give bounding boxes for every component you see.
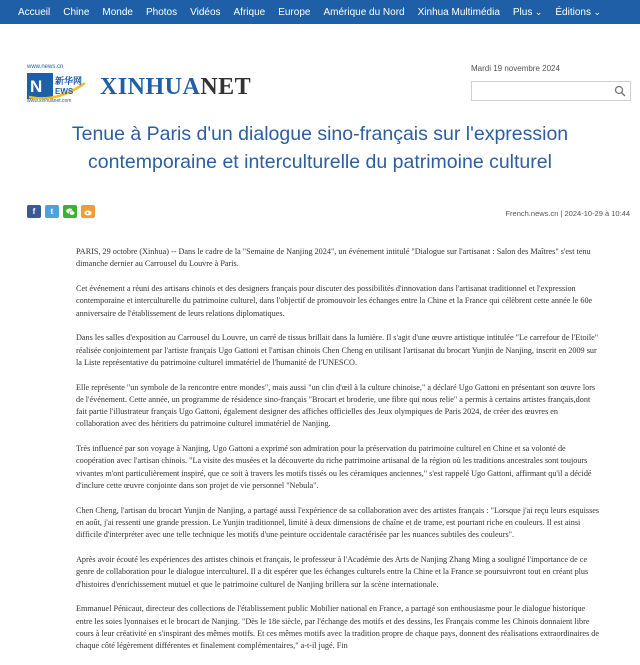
nav-afrique[interactable]: Afrique [233,6,266,18]
nav-plus-dropdown[interactable]: Plus ⌄ [513,7,543,18]
brand-part-net: NET [200,74,252,100]
nav-videos[interactable]: Vidéos [190,6,221,18]
logo-url-top: www.news.cn [27,64,64,70]
weibo-icon [84,208,93,216]
twitter-icon: t [50,207,54,216]
logo-chinese: 新华网 [55,77,83,87]
nav-photos[interactable]: Photos [145,6,178,18]
nav-editions-dropdown[interactable]: Éditions ⌄ [555,7,601,18]
article-paragraph: Elle représente "un symbole de la rencontre entre mondes", mais aussi "un clin d'œil à la culture chinoise," a déclaré Ugo Gattoni en présentant son œuvre lors de l'événement. Cette année, un programme de résidence sino-français "Brocart et broderie, une fibre qui nous relie" a permis à certains artistes français,dont fait partie l'illustrateur français Ugo Gattoni, également designer des affiches officielles des Jeux olympiques de Paris 2024, de créer des œuvres en collaboration avec des héritiers du patrimoine culturel immatériel de Nanjing. [76,382,596,429]
nav-accueil[interactable]: Accueil [18,6,51,18]
search-box [471,81,631,101]
facebook-share-button[interactable] [27,205,41,218]
site-header [0,24,640,104]
article-paragraph: Dans les salles d'exposition au Carrousel du Louvre, un carré de tissus brillait dans la lumière. Il s'agit d'une œuvre artistique intitulée "Le carrefour de l'Etoile" réalisée conjointement par l'artiste français Ugo Gattoni et l'artisan chinois Chen Cheng en utilisant l'artisanat du brocart Yunjin de Nanjing, inscrit en 2009 sur la Liste représentative du patrimoine culturel immatériel de l'humanité de l'UNESCO. [76,333,599,367]
nav-amerique-du-nord[interactable]: Amérique du Nord [323,6,405,18]
article-title: Tenue à Paris d'un dialogue sino-français sur l'expression contemporaine et interculturelle du patrimoine culturel [71,123,569,173]
article-paragraph: Chen Cheng, l'artisan du brocart Yunjin de Nanjing, a partagé aussi l'expérience de sa collaboration avec des artistes français : "Lorsque j'ai reçu leurs esquisses en août, j'ai ressenti une grande pression. Le Yunjin traditionnel, limité à deux dimensions de chaîne et de trame, est pourtant riche en couleurs. Il est ainsi difficile d'interpréter avec une telle technique les motifs d'une peinture occidentale caractérisée par les nuances subtiles des couleurs". [76,505,600,540]
site-logo[interactable] [27,64,89,104]
article-paragraph: Après avoir écouté les expériences des artistes chinois et français, le professeur à l'Académie des Arts de Nanjing Zhang Ming a souligné l'importance de ce genre de collaboration pour le dialogue interculturel. Il a dit espérer que les échanges culturels entre la Chine et la France se poursuivront tout en créant plus d'histoires d'enrichissement mutuel et que le patrimoine culturel de Nanjing brillera sur la scène internationale. [76,554,589,589]
article-paragraph: Emmanuel Pénicaut, directeur des collections de l'établissement public Mobilier national en France, a partagé son enthousiasme pour le dialogue historique entre les soies lyonnaises et le brocart de Nanjing. "Dès le 18e siècle, par l'échange des motifs et des dessins, les Français comme les Chinois donnaient libre cours à leur créativité en s'inspirant des mêmes motifs. Et ces mêmes motifs avec la tradition propre de chaque pays, donnent des réalisations extraordinaires de chaque côté légèrement différentes et finalement complémentaires," a-t-il jugé. Fin [76,604,600,651]
svg-text:N: N [30,77,43,96]
article-paragraph: PARIS, 29 octobre (Xinhua) -- Dans le cadre de la "Semaine de Nanjing 2024", un événement intitulé "Dialogue sur l'artisanat : Salon des Maîtres" s'est tenu dimanche dernier au Carrousel du Louvre à Paris. [76,247,591,269]
current-date: Mardi 19 novembre 2024 [471,64,560,73]
svg-text:EWS: EWS [55,87,74,96]
brand-part-xinhua: XINHUA [100,74,201,100]
wechat-icon [66,208,75,216]
share-buttons [27,205,99,218]
wechat-share-button[interactable] [63,205,77,218]
article-source-date: French.news.cn | 2024-10-29 à 10:44 [505,209,630,218]
nav-xinhua-multimedia[interactable]: Xinhua Multimédia [417,6,500,18]
nav-monde[interactable]: Monde [102,6,133,18]
top-navigation [0,0,640,24]
weibo-share-button[interactable] [81,205,95,218]
facebook-icon: f [32,207,36,216]
logo-url-bottom: www.xinhuanet.com [27,98,72,104]
article-paragraph: Cet événement a réuni des artisans chinois et des designers français pour discuter des possibilités d'innovation dans l'artisanat traditionnel et l'expression contemporaine et interculturelle du patrimoine culturel, dans l'objectif de promouvoir les échanges entre la Chine et la France qui célèbrent cette année le 60e anniversaire de l'établissement de leurs relations diplomatiques. [76,283,593,318]
news-logo-mark [27,73,87,99]
search-icon[interactable] [614,85,626,97]
article-body [76,246,602,665]
brand-wordmark[interactable] [100,74,251,101]
nav-chine[interactable]: Chine [63,6,90,18]
article-paragraph: Très influencé par son voyage à Nanjing, Ugo Gattoni a exprimé son admiration pour la préservation du patrimoine culturel en Chine et sa volonté de coopération avec l'artisan chinois. "La visite des musées et la découverte du riche patrimoine artisanal de la région où les traditions ancestrales sont toujours vivantes m'ont particulièrement inspiré, que ce soit à travers les motifs tissés ou les céramiques anciennes," s'est rappelé Ugo Gattoni, affirmant qu'il a décidé d'inclure cette œuvre conjointe dans son projet de vie personnel "Nebula". [76,444,592,491]
nav-europe[interactable]: Europe [278,6,311,18]
search-input[interactable] [472,84,610,102]
twitter-share-button[interactable] [45,205,59,218]
